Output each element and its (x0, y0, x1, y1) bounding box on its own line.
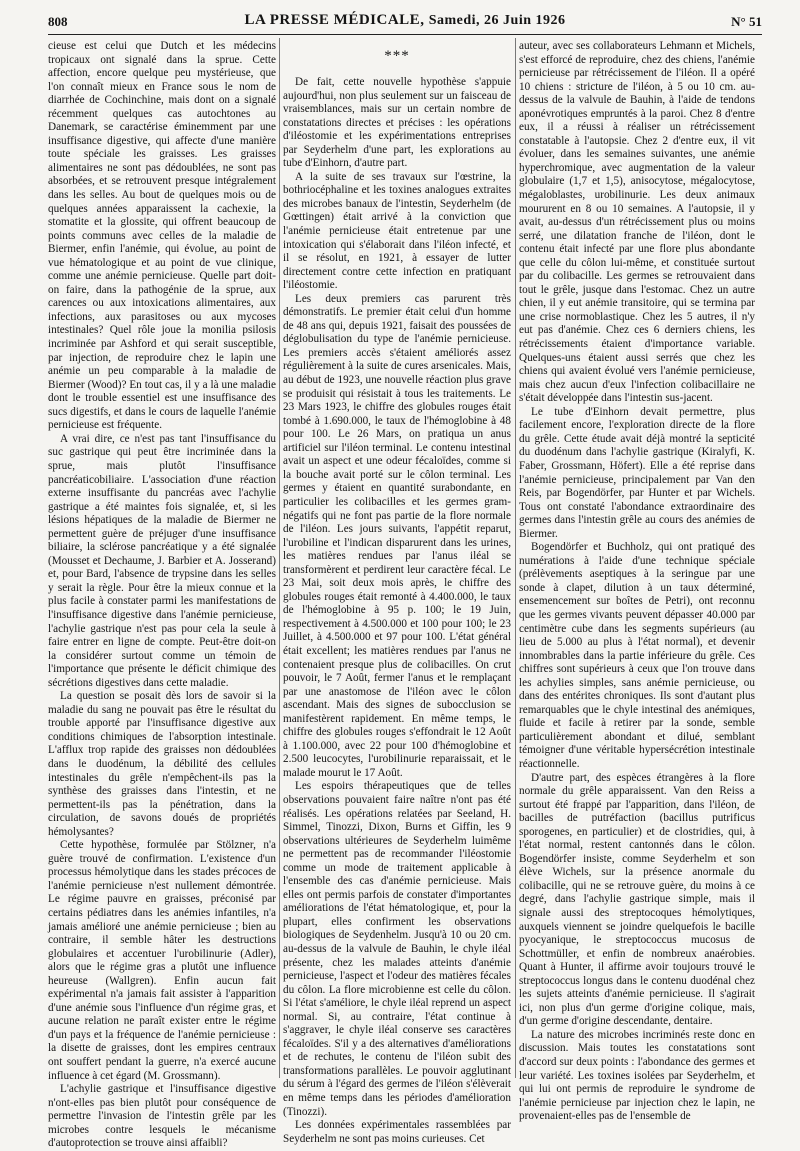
column-3 (519, 40, 755, 1123)
paragraph: D'autre part, des espèces étrangères à la flore normale du grêle apparaissent. Van den Reiss a surtout été frappé par l'apparition, dans l'iléon, de bacilles de putréfaction (bacillus putrificus sporogenes, en particulier) et de clostridies, qui, à l'état normal, restent cantonnés dans le côlon. Bogendörfer insiste, comme Seyderhelm et son élève Wichels, sur la présence anormale du colibacille, qui ne se retrouve guère, du moins à ce degré, dans l'achylie gastrique simple, mais il signale aussi des streptocoques hémolytiques, auxquels viennent se joindre quelquefois le bacille pyocyanique, le streptococcus mucosus de Schottmüller, et enfin de nombreux anaérobies. Quant à Hunter, il affirme avoir toujours trouvé le streptococcus longus dans le contenu duodénal chez les sujets atteints d'anémie pernicieuse. Il s'agirait ici, non plus d'un germe d'origine colique, mais, d'un germe d'origine descendante, dentaire. (519, 771, 755, 1028)
issue-date: Samedi, 26 Juin 1926 (428, 13, 566, 28)
paragraph: Cette hypothèse, formulée par Stölzner, n'a guère trouvé de confirmation. L'existence d'un processus hémolytique dans les stades précoces de l'anémie pernicieuse n'est nullement démontrée. Le régime pauvre en graisses, préconisé par certains pédiatres dans les anémies infantiles, n'a jamais amélioré une anémie pernicieuse ; bien au contraire, il semble hâter les destructions globulaires et accentuer l'urobilinurie (Adler), alors que le régime gras a plutôt une influence heureuse (Wallgren). Enfin aucun fait expérimental n'a jamais fait assister à l'apparition d'une anémie sous l'influence d'un régime gras, et aucune relation ne paraît exister entre le régime d'un pays et la fréquence de l'anémie pernicieuse : la disette de graisses, dont les empires centraux ont souffert pendant la guerre, n'a exercé aucune influence à cet égard (M. Grossmann). (48, 839, 276, 1082)
paragraph: La nature des microbes incriminés reste donc en discussion. Mais toutes les constatations sont d'accord sur deux points : l'abondance des germes et leur variété. Les toxines isolées par Seyderhelm, et qui lui ont permis de reproduire le syndrome de l'anémie pernicieuse par injection chez le lapin, ne provenaient-elles pas de l'ensemble de (519, 1028, 755, 1123)
paragraph: auteur, avec ses collaborateurs Lehmann et Michels, s'est efforcé de reproduire, chez des chiens, l'anémie pernicieuse par rétrécissement de l'iléon. Il a opéré 10 chiens : stricture de l'iléon, à 5 ou 10 cm. au-dessus de la valvule de Bauhin, à l'aide de tendons aponévrotiques empruntés à la paroi. Chez 8 d'entre eux, il a réussi à réaliser un rétrécissement constatable à l'autopsie. Chez 2 d'entre eux, il vit évoluer, dans les semaines suivantes, une anémie hyperchromique, avec augmentation de la valeur globulaire (1,7 et 1,5), anisocytose, mégalocytose, mégaloblastes, urobilinurie. Les deux animaux moururent en 8 ou 10 semaines. A l'autopsie, il y avait, au-dessus d'un rétrécissement plus ou moins serré, une dilatation franche de l'iléon, dont le contenu était infecté par une flore plus abondante que celle du côlon lui-même, et constituée surtout par du colibacille. Les germes se retrouvaient dans tout le grêle, jusque dans l'estomac. Chez un autre chien, il y eut anémie transitoire, qui se termina par une crise normoblastique. Chez les 5 autres, il n'y eut pas d'anémie. Chez ces 6 derniers chiens, les rétrécissements étaient d'importance variable. Quelques-uns étaient aussi serrés que chez les chiens qui avaient évolué vers l'anémie pernicieuse, mais chez aucun d'eux l'infection colibacillaire ne s'était développée dans l'intestin sus-jacent. (519, 40, 755, 405)
paragraph: Les espoirs thérapeutiques que de telles observations pouvaient faire naître n'ont pas été réalisés. Les opérations relatées par Seeland, H. Simmel, Tinozzi, Dixon, Burns et Giffin, les 9 observations ultérieures de Seyderhelm luimême ne permettent pas de recommander l'iléostomie comme un mode de traitement applicable à l'ensemble des cas d'anémie pernicieuse. Mais elles ont permis parfois de constater d'importantes améliorations de l'état hématologique, et, pour la plupart, elles confirment les observations biologiques de Seydenhelm. Jusqu'à 10 ou 20 cm. au-dessus de la valvule de Bauhin, le chyle iléal présente, chez les malades atteints d'anémie pernicieuse, l'aspect et l'odeur des matières fécales du côlon. La flore microbienne est celle du côlon. Si l'état s'améliore, le chyle iléal reprend un aspect normal. Si, au contraire, l'état continue à s'aggraver, le chyle iléal conserve ses caractères fécaloïdes. S'il y a des alternatives d'améliorations et de rechutes, le contenu de l'iléon subit des transformations parallèles. Le pouvoir agglutinant du sérum à l'égard des germes de l'iléon s'élèverait en même temps dans les périodes d'amélioration (Tinozzi). (283, 780, 511, 1118)
column-1 (48, 40, 276, 1150)
paragraph: A la suite de ses travaux sur l'œstrine, la bothriocéphaline et les toxines analogues extraites des microbes banaux de l'intestin, Seyderhelm (de Gœttingen) était arrivé à la conviction que l'anémie pernicieuse était entretenue par une intoxication qui s'élaborait dans l'iléon infecté, et il se résolut, en 1921, à essayer de lutter directement contre cette infection en pratiquant l'iléostomie. (283, 170, 511, 292)
column-divider (279, 38, 280, 1078)
page-number: 808 (48, 14, 68, 29)
column-2 (283, 40, 511, 1145)
paragraph: De fait, cette nouvelle hypothèse s'appuie aujourd'hui, non plus seulement sur un faisceau de vraisemblances, mais sur un certain nombre de constatations directes et précises : les opérations d'iléostomie et les expérimentations entreprises par Seyderhelm d'une part, les explorations au tube d'Einhorn, d'autre part. (283, 76, 511, 170)
journal-name: LA PRESSE MÉDICALE, (244, 12, 425, 28)
journal-title-line (48, 12, 762, 29)
header-rule (48, 34, 762, 35)
paragraph: L'achylie gastrique et l'insuffisance digestive n'ont-elles pas bien plutôt pour conséquence de permettre l'invasion de l'intestin grêle par les microbes contre lesquels le mécanisme d'autoprotection se trouve ainsi affaibli? (48, 1083, 276, 1150)
paragraph: cieuse est celui que Dutch et les médecins tropicaux ont signalé dans la sprue. Cette affection, encore quelque peu mystérieuse, que l'on connaît mieux en France sous le nom de diarrhée de Cochinchine, mais dont on a signalé récemment quelques cas autochtones au Danemark, se caractérise éminemment par une insuffisance digestive, qui affecte d'une manière toute spéciale les graisses. Les graisses alimentaires ne sont pas dédoublées, ne sont pas absorbées, et se retrouvent presque intégralement dans les selles. Au bout de quelques mois ou de quelques années apparaissent la cachexie, la stomatite et la glossite, qui offrent beaucoup de points communs avec celles de la maladie de Biermer, enfin l'anémie, qui évolue, au point de vue hématologique et au point de vue clinique, comme une anémie pernicieuse. Quelle part doit-on faire, dans la pathogénie de la sprue, aux carences ou aux intoxications alimentaires, aux infections, aux parasitoses ou aux mycoses intestinales? Quel rôle joue la monilia psilosis incriminée par Ashford et qui serait susceptible, par injection, de reproduire chez le lapin une anémie un peu comparable à la maladie de Biermer (Wood)? En tout cas, il y a là une maladie dont le trouble essentiel est une insuffisance des sucs digestifs, et dans le cours de laquelle l'anémie pernicieuse est fréquente. (48, 40, 276, 432)
issue-number: N° 51 (731, 14, 762, 29)
paragraph: Le tube d'Einhorn devait permettre, plus facilement encore, l'exploration directe de la flore du grêle. Cette étude avait déjà montré la septicité du duodénum dans l'achylie gastrique (Kiralyfi, K. Faber, Grossmann, Höfert). Elle a été reprise dans l'anémie pernicieuse, principalement par Van den Reis, par Bogendörfer, par Hunter et par Wichels. Tous ont constaté l'abondance extraordinaire des germes dans l'intestin grêle au cours des anémies de Biermer. (519, 405, 755, 540)
column-divider (515, 38, 516, 1078)
paragraph: La question se posait dès lors de savoir si la maladie du sang ne pouvait pas être le résultat du trouble apporté par l'insuffisance digestive aux conditions chimiques de l'absorption intestinale. L'afflux trop rapide des graisses non dédoublées dans le duodénum, la débilité des cellules intestinales du grêle n'empêchent-ils pas la synthèse des graisses dans l'intestin, et ne permettent-ils pas la pénétration, dans la circulation, de savons doués de propriétés hémolysantes? (48, 690, 276, 838)
paragraph: Les deux premiers cas parurent très démonstratifs. Le premier était celui d'un homme de 48 ans qui, depuis 1921, faisait des poussées de déglobulisation du type de l'anémie pernicieuse. Les premiers accès s'étaient améliorés assez régulièrement à la suite de cures arsenicales. Mais, au début de 1923, une nouvelle réaction plus grave se produisit qui résistait à tous les traitements. Le 23 Mars 1923, le chiffre des globules rouges était tombé à 1.690.000, le taux de l'hémoglobine à 48 pour 100. Le 26 Mars, on pratiqua un anus artificiel sur l'iléon terminal. Le contenu intestinal avait un aspect et une odeur fécaloïdes, comme si la bouche avait porté sur le côlon terminal. Les germes y étaient en quantité surabondante, en particulier les colibacilles et les germes gram-négatifs qui ne font pas partie de la flore normale de l'iléon. Les jours suivants, l'appétit reparut, l'urobiline et l'indican disparurent dans les urines, les matières rendues par l'anus iléal se transformèrent et perdirent leur caractère fécal. Le 23 Mai, soit deux mois après, le chiffre des globules rouges était remonté à 4.400.000, le taux de l'hémoglobine à 95 p. 100; le 19 Juin, respectivement à 4.500.000 et 100 pour 100; le 23 Juillet, à 4.500.000 et 97 pour 100. L'état général était excellent; les matières rendues par l'anus ne contenaient presque plus de colibacilles. On crut pouvoir, le 7 Août, fermer l'anus et le remplaçant par une anastomose de l'iléon avec le côlon ascendant. Mais des signes de subocclusion se manifestèrent rapidement. En même temps, le chiffre des globules rouges s'effondrait le 12 Août à 1.100.000, avec 22 pour 100 d'hémoglobine et 2.500 leucocytes, l'urobilinurie reparaissait, et le malade mourut le 17 Août. (283, 292, 511, 779)
paragraph: Les données expérimentales rassemblées par Seyderhelm ne sont pas moins curieuses. Cet (283, 1119, 511, 1145)
paragraph: A vrai dire, ce n'est pas tant l'insuffisance du suc gastrique qui peut être incriminée dans la sprue, mais plutôt l'insuffisance pancréaticobiliaire. L'association d'une réaction externe insuffisante du pancréas avec l'achylie gastrique a été maintes fois signalée, et, si les lésions hépatiques de la maladie de Biermer ne permettent guère de préjuger d'une insuffisance biliaire, la sclérose pancréatique y a été signalée (Mousset et Dechaume, J. Barbier et A. Josserand) et, pour Bard, l'absence de trypsine dans les selles y serait la règle. Pour être la mieux connue et la plus facile à constater parmi les manifestations de l'insuffisance digestive dans l'anémie pernicieuse, l'achylie gastrique n'est pas pour cela la seule à faire entrer en ligne de compte. Peut-être doit-on la considérer surtout comme un témoin de l'importance que présente le déficit chimique des sécrétions digestives dans cette maladie. (48, 432, 276, 689)
running-header (48, 10, 762, 30)
paragraph: Bogendörfer et Buchholz, qui ont pratiqué des numérations à l'aide d'une technique spéciale (prélèvements aseptiques à la seringue par une sonde à clapet, dilution à un taux déterminé, ensemencement sur boîtes de Petri), ont reconnu que les germes vivants peuvent dépasser 40.000 par centimètre cube dans les segments supérieurs (au lieu de 5.000 au plus à l'état normal), et devenir innombrables dans la partie inférieure du grêle. Ces chiffres sont supérieurs à ceux que l'on trouve dans les achylies simples, sans anémie pernicieuse, ou dans des entérites chroniques. Ils sont d'autant plus remarquables que le chyle intestinal des anémiques, fluide et facile à retirer par la sonde, semble particulièrement abondant et dilué, semblant témoigner d'une véritable hypersécrétion intestinale réactionnelle. (519, 541, 755, 770)
section-asterism: *** (384, 48, 410, 64)
